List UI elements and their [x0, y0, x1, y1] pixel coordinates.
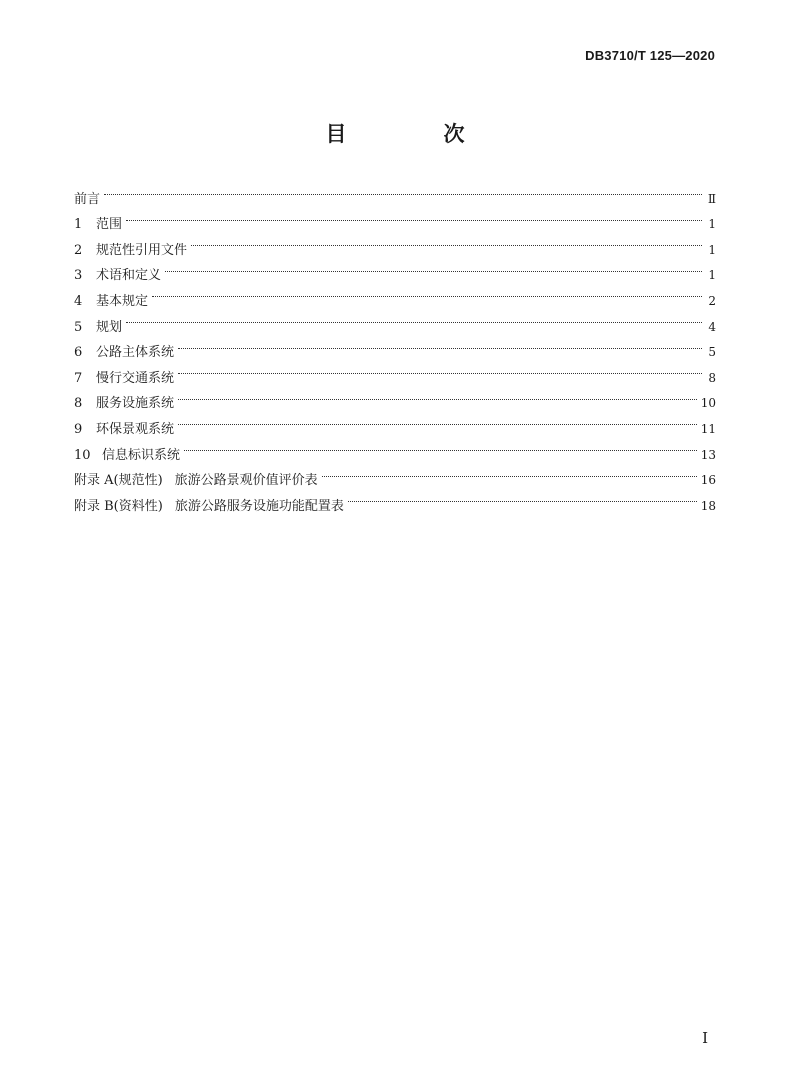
toc-entry-5[interactable]: [74, 305, 716, 335]
toc-entry-number: 6: [74, 345, 83, 361]
dot-leader: [126, 203, 706, 229]
toc-entry-label: 规划: [96, 319, 123, 335]
standard-code: DB3710/T 125—2020: [585, 48, 715, 63]
toc-annex-tag: 附录 B(资料性): [74, 498, 163, 514]
toc-entry-label: 规范性引用文件: [96, 242, 188, 258]
dot-leader: [178, 382, 701, 408]
toc-entry-3[interactable]: [74, 254, 716, 284]
dot-leader: [165, 254, 706, 280]
toc-entry-number: 7: [74, 370, 83, 386]
toc-entry-number: 4: [74, 293, 83, 309]
toc-entry-label: 前言: [74, 191, 101, 207]
dot-leader: [104, 177, 706, 203]
page-title: 目 次: [325, 122, 503, 146]
toc-entry-number: 5: [74, 319, 83, 335]
toc-entry-page: 4: [708, 319, 716, 334]
dot-leader: [184, 433, 701, 459]
dot-leader: [178, 356, 706, 382]
toc-entry-label: 范围: [96, 217, 123, 233]
toc-entry-number: 10: [74, 447, 91, 463]
toc-entry-number: 2: [74, 242, 83, 258]
toc-entry-annex-b[interactable]: [74, 484, 716, 514]
toc-annex-tag: 附录 A(规范性): [74, 473, 163, 489]
toc-entry-number: 1: [74, 217, 83, 233]
toc-entry-label: 旅游公路服务设施功能配置表: [174, 498, 344, 514]
dot-leader: [126, 305, 706, 331]
toc-entry-page: 10: [700, 396, 716, 411]
toc-entry-label: 环保景观系统: [96, 421, 175, 437]
toc-entry-page: 18: [700, 498, 716, 513]
toc-entry-page: 1: [708, 268, 716, 283]
dot-leader: [152, 279, 706, 305]
table-of-contents: [74, 177, 716, 514]
dot-leader: [178, 407, 701, 433]
toc-entry-page: 11: [700, 421, 716, 436]
dot-leader: [322, 459, 701, 485]
toc-entry-page: 13: [700, 447, 716, 462]
page-number: I: [702, 1029, 708, 1047]
toc-entry-4[interactable]: [74, 279, 716, 309]
toc-entry-2[interactable]: [74, 228, 716, 258]
toc-entry-page: 5: [708, 345, 716, 360]
dot-leader: [178, 331, 706, 357]
toc-entry-number: 8: [74, 396, 83, 412]
toc-entry-label: 慢行交通系统: [96, 370, 175, 386]
toc-entry-label: 旅游公路景观价值评价表: [174, 473, 318, 489]
toc-entry-foreword[interactable]: [74, 177, 716, 207]
toc-entry-label: 信息标识系统: [102, 447, 181, 463]
toc-entry-label: 服务设施系统: [96, 396, 175, 412]
toc-entry-1[interactable]: [74, 203, 716, 233]
toc-entry-label: 术语和定义: [96, 268, 162, 284]
toc-entry-label: 基本规定: [96, 293, 149, 309]
toc-entry-page: Ⅱ: [707, 191, 716, 206]
dot-leader: [191, 228, 706, 254]
toc-entry-6[interactable]: [74, 331, 716, 361]
toc-entry-page: 1: [708, 217, 716, 232]
toc-entry-page: 8: [708, 370, 716, 385]
dot-leader: [348, 484, 701, 510]
toc-entry-label: 公路主体系统: [96, 345, 175, 361]
toc-entry-number: 9: [74, 421, 83, 437]
toc-entry-page: 1: [708, 242, 716, 257]
toc-entry-page: 16: [700, 473, 716, 488]
toc-entry-number: 3: [74, 268, 83, 284]
toc-entry-page: 2: [708, 293, 716, 308]
